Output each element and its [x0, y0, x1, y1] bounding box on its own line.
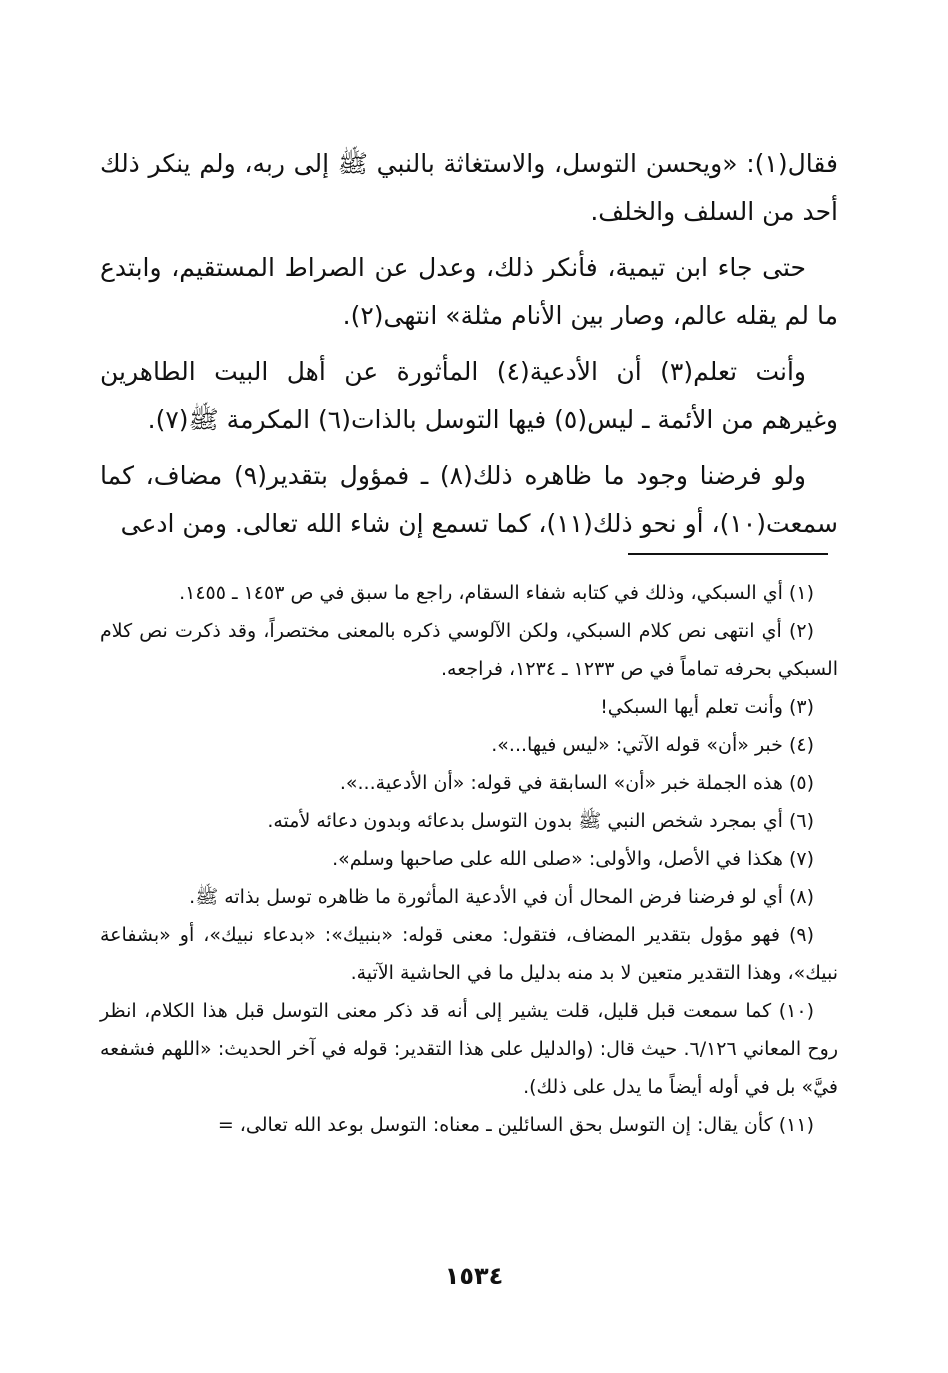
footnote-7: (٧) هكذا في الأصل، والأولى: «صلى الله على صاحبها وسلم».	[332, 848, 814, 870]
footnote-1: (١) أي السبكي، وذلك في كتابه شفاء السقام، راجع ما سبق في ص ١٤٥٣ ـ ١٤٥٥.	[179, 582, 814, 604]
paragraph-3: وأنت تعلم(٣) أن الأدعية(٤) المأثورة عن أهل البيت الطاهرين وغيرهم من الأئمة ـ ليس(٥) فيها التوسل بالذات(٦) المكرمة ﷺ(٧).	[100, 357, 838, 434]
footnote-4: (٤) خبر «أن» قوله الآتي: «ليس فيها...».	[491, 734, 814, 756]
footnote-6: (٦) أي بمجرد شخص النبي ﷺ بدون التوسل بدعائه وبدون دعائه لأمته.	[267, 810, 814, 832]
main-text	[100, 140, 838, 556]
footnote-11: (١١) كأن يقال: إن التوسل بحق السائلين ـ معناه: التوسل بوعد الله تعالى، =	[217, 1114, 814, 1136]
page-number: ١٥٣٤	[444, 1262, 504, 1290]
footnote-2: (٢) أي انتهى نص كلام السبكي، ولكن الآلوسي ذكره بالمعنى مختصراً، وقد ذكرت نص كلام السبكي بحرفه تماماً في ص ١٢٣٣ ـ ١٢٣٤، فراجعه.	[100, 620, 838, 680]
paragraph-4: ولو فرضنا وجود ما ظاهره ذلك(٨) ـ فمؤول بتقدير(٩) مضاف، كما سمعت(١٠)، أو نحو ذلك(١١)، كما تسمع إن شاء الله تعالى. ومن ادعى	[100, 461, 838, 538]
paragraph-1: فقال(١): «ويحسن التوسل، والاستغاثة بالنبي ﷺ إلى ربه، ولم ينكر ذلك أحد من السلف والخلف.	[100, 149, 838, 226]
footnote-8: (٨) أي لو فرضنا فرض المحال أن في الأدعية المأثورة ما ظاهره توسل بذاته ﷺ.	[189, 886, 814, 908]
footnote-separator	[628, 553, 828, 555]
footnote-9: (٩) فهو مؤول بتقدير المضاف، فتقول: معنى قوله: «بنبيك»: «بدعاء نبيك»، أو «بشفاعة نبيك»، وهذا التقدير متعين لا بد منه بدليل ما في الحاشية الآتية.	[100, 924, 838, 984]
footnote-3: (٣) وأنت تعلم أيها السبكي!	[600, 696, 814, 718]
footnote-10: (١٠) كما سمعت قبل قليل، قلت يشير إلى أنه قد ذكر معنى التوسل قبل هذا الكلام، انظر روح المعاني ٦/١٢٦. حيث قال: (والدليل على هذا التقدير: قوله في آخر الحديث: «اللهم فشفعه فيَّ» بل في أوله أيضاً ما يدل على ذلك).	[100, 1000, 838, 1098]
footnotes	[100, 574, 838, 1144]
paragraph-2: حتى جاء ابن تيمية، فأنكر ذلك، وعدل عن الصراط المستقيم، وابتدع ما لم يقله عالم، وصار بين الأنام مثلة» انتهى(٢).	[100, 253, 838, 330]
footnote-5: (٥) هذه الجملة خبر «أن» السابقة في قوله: «أن الأدعية...».	[339, 772, 814, 794]
